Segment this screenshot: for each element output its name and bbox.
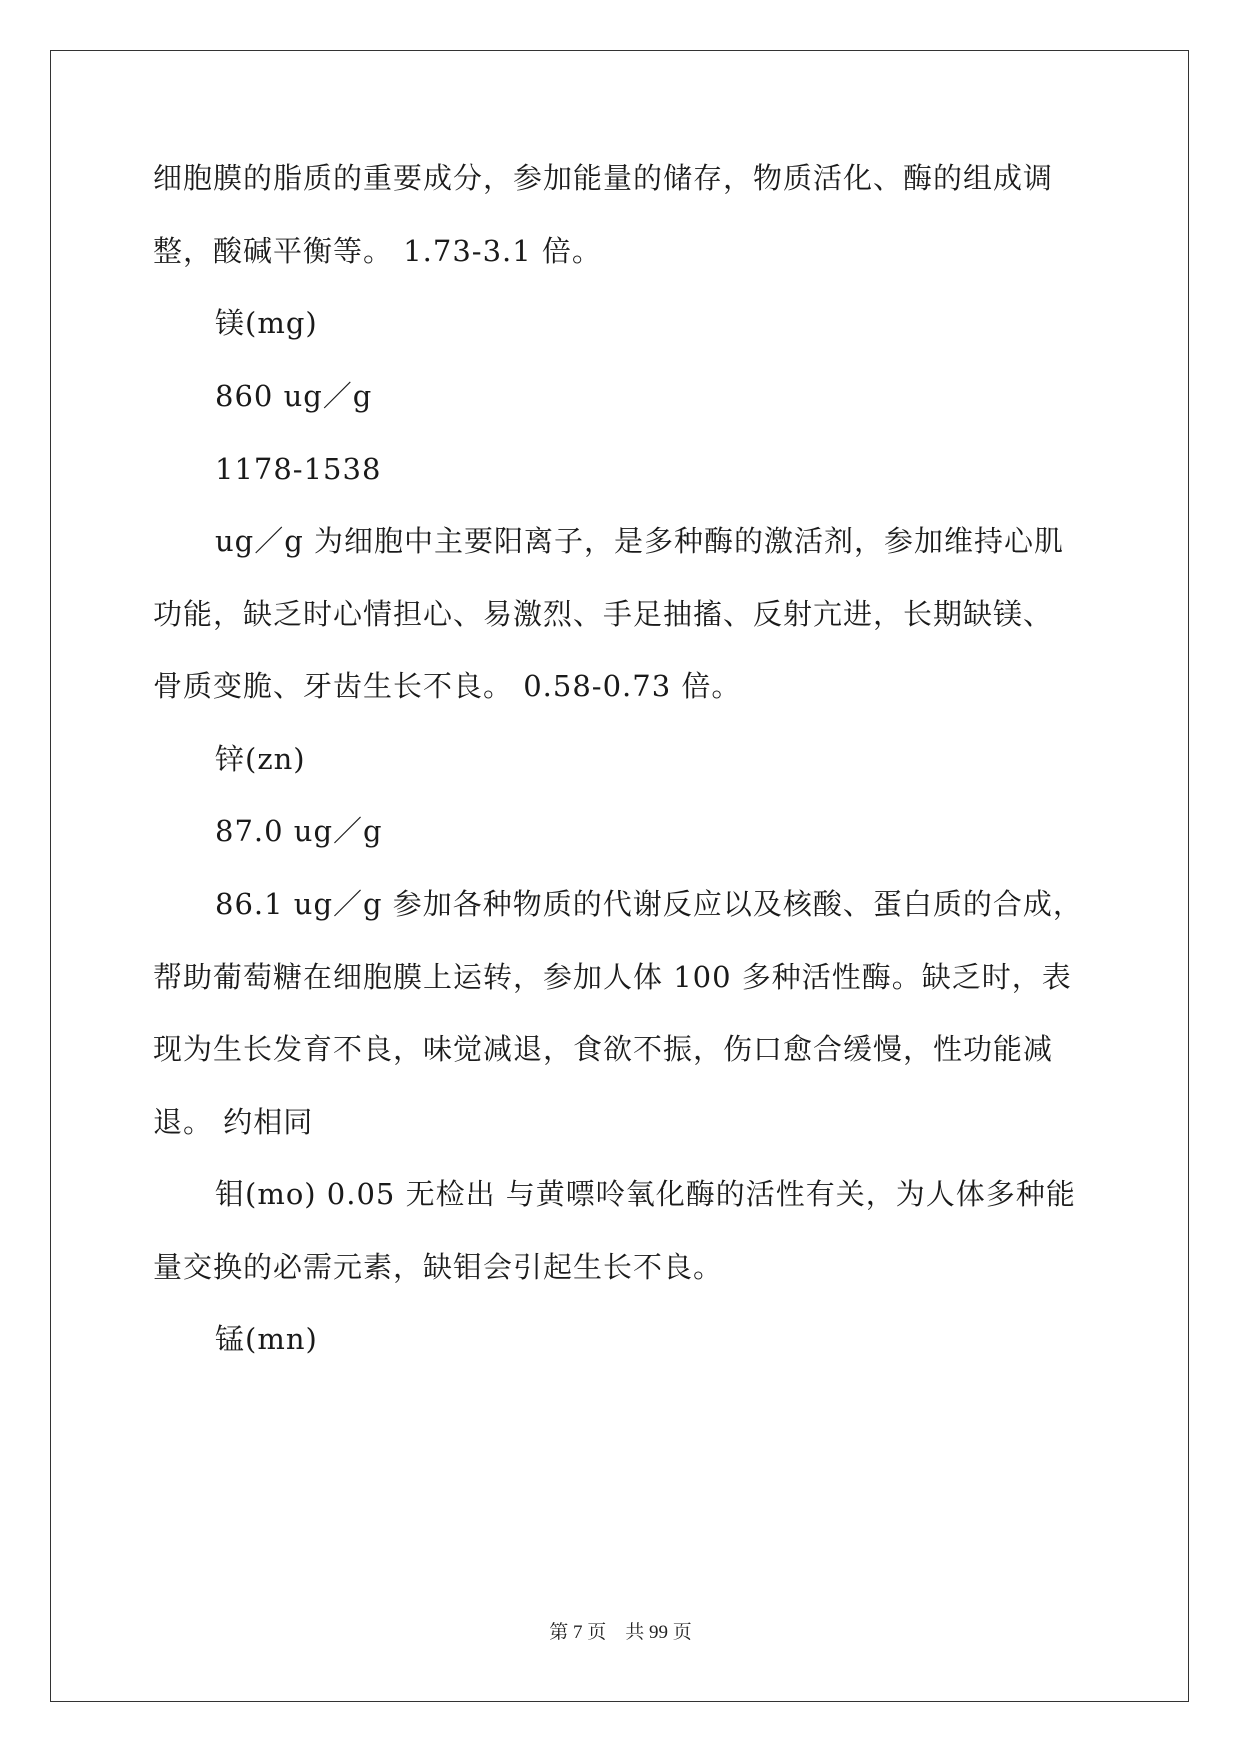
body-line-14: 退。 约相同 (153, 1105, 314, 1139)
page-footer (0, 1617, 1241, 1644)
measured-value-magnesium: 860 ug／g (215, 379, 373, 413)
page-number: 第 7 页 (549, 1622, 607, 1643)
body-line-11: 86.1 ug／g 参加各种物质的代谢反应以及核酸、蛋白质的合成， (215, 887, 1083, 921)
body-line-13: 现为生长发育不良，味觉减退，食欲不振，伤口愈合缓慢，性功能减 (153, 1032, 1054, 1066)
element-heading-manganese: 锰(mn) (215, 1322, 318, 1356)
body-line-1: 细胞膜的脂质的重要成分，参加能量的储存，物质活化、酶的组成调 (153, 161, 1054, 195)
body-line-12: 帮助葡萄糖在细胞膜上运转，参加人体 100 多种活性酶。缺乏时，表 (153, 960, 1072, 994)
body-line-2: 整，酸碱平衡等。 1.73-3.1 倍。 (153, 234, 602, 268)
element-heading-magnesium: 镁(mg) (215, 306, 318, 340)
total-pages: 共 99 页 (625, 1622, 692, 1643)
body-line-15: 钼(mo) 0.05 无检出 与黄嘌呤氧化酶的活性有关，为人体多种能 (215, 1177, 1076, 1211)
body-line-16: 量交换的必需元素，缺钼会引起生长不良。 (153, 1250, 724, 1284)
body-line-6: ug／g 为细胞中主要阳离子，是多种酶的激活剂，参加维持心肌 (215, 524, 1065, 558)
measured-value-zinc: 87.0 ug／g (215, 814, 383, 848)
element-heading-zinc: 锌(zn) (215, 742, 306, 776)
page-border (50, 50, 1189, 1702)
body-line-8: 骨质变脆、牙齿生长不良。 0.58-0.73 倍。 (153, 669, 742, 703)
body-line-7: 功能，缺乏时心情担心、易激烈、手足抽搐、反射亢进，长期缺镁、 (153, 597, 1054, 631)
reference-range-magnesium: 1178-1538 (215, 452, 382, 486)
